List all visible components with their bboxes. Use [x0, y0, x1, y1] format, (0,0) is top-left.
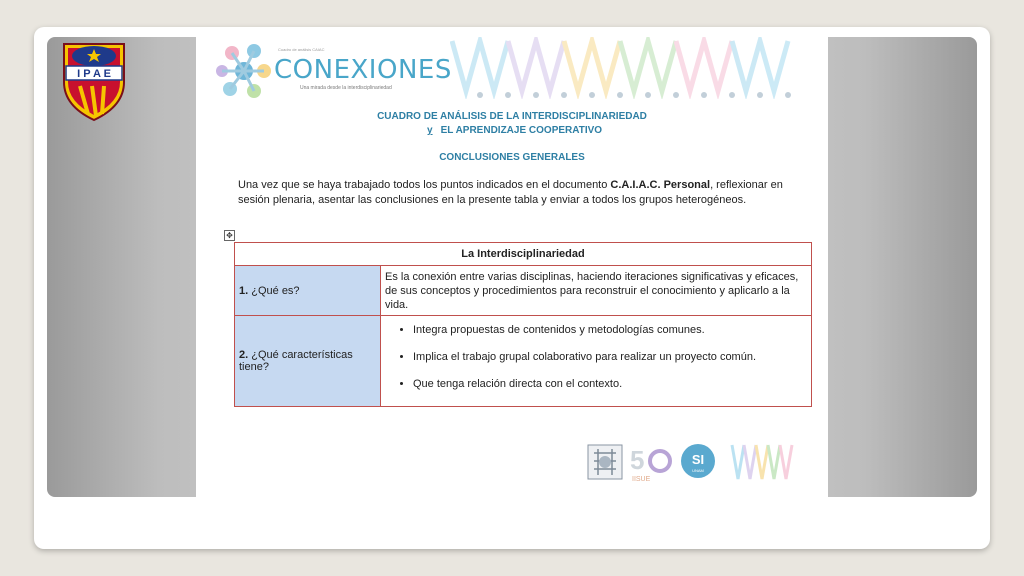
- document-page: [196, 37, 828, 497]
- answer-cell: [381, 316, 812, 407]
- list-item: • Integra propuestas de contenidos y metodologías comunes.: [413, 323, 807, 337]
- decorative-lines: [450, 37, 810, 99]
- footer-logos: [586, 437, 816, 487]
- si-unam-logo: [681, 444, 715, 478]
- table-move-handle-icon[interactable]: ✥: [224, 230, 235, 241]
- conexiones-logo-icon: [216, 41, 272, 99]
- si-logo-subtext: UNAM: [692, 468, 704, 473]
- interdisciplinarity-table: [234, 242, 812, 407]
- question-text: ¿Qué características tiene?: [239, 349, 353, 373]
- document-title-line2: [427, 125, 602, 136]
- conexiones-stripes-logo: [732, 445, 792, 479]
- intro-text-after: , reflexionar en sesión plenaria, asentar las conclusiones en la presente tabla y enviar a todos los grupos heterogéneos.: [238, 179, 783, 206]
- si-logo-text: SI: [691, 452, 705, 467]
- intro-paragraph: [238, 178, 798, 208]
- table-row: [235, 316, 812, 407]
- question-number: 1.: [239, 284, 249, 297]
- intro-text-before: Una vez que se haya trabajado todos los puntos indicados en el documento: [238, 179, 611, 191]
- answer-cell: Es la conexión entre varias disciplinas, haciendo iteraciones significativas y eficaces, de sus conceptos y procedimientos para reconstruir el conocimiento y aplicarlo a la vida.: [381, 266, 812, 316]
- logo-small-text: Cuadro de análisis CAIAC: [278, 47, 325, 52]
- intro-bold-doc-name: C.A.I.A.C. Personal: [610, 179, 711, 191]
- table-header-row: [235, 243, 812, 266]
- badge-text: I P A E: [77, 68, 111, 80]
- question-text: ¿Qué es?: [251, 284, 300, 297]
- unam-seal-logo: [588, 445, 622, 479]
- logo50-caption: IISUE: [632, 476, 651, 483]
- title-y: y: [427, 125, 433, 136]
- section-heading: CONCLUSIONES GENERALES: [439, 152, 585, 163]
- ipae-badge-logo: [58, 38, 130, 122]
- title-line2-text: EL APRENDIZAJE COOPERATIVO: [440, 125, 603, 136]
- list-item: • Que tenga relación directa con el contexto.: [413, 377, 807, 391]
- question-number: 2.: [239, 349, 249, 361]
- fifty-years-logo: [630, 445, 670, 483]
- table-header: La Interdisciplinariedad: [235, 243, 812, 266]
- document-title: CUADRO DE ANÁLISIS DE LA INTERDISCIPLINARIEDAD: [377, 111, 647, 122]
- question-cell: [235, 316, 381, 407]
- list-item: • Implica el trabajo grupal colaborativo para realizar un proyecto común.: [413, 350, 807, 364]
- svg-text:5: 5: [630, 445, 645, 475]
- table-row: [235, 266, 812, 316]
- logo-wordmark: CONEXIONES: [274, 55, 452, 85]
- logo-subtitle: Una mirada desde la interdisciplinariedad: [300, 85, 392, 91]
- question-cell: [235, 266, 381, 316]
- characteristics-list: [385, 323, 807, 391]
